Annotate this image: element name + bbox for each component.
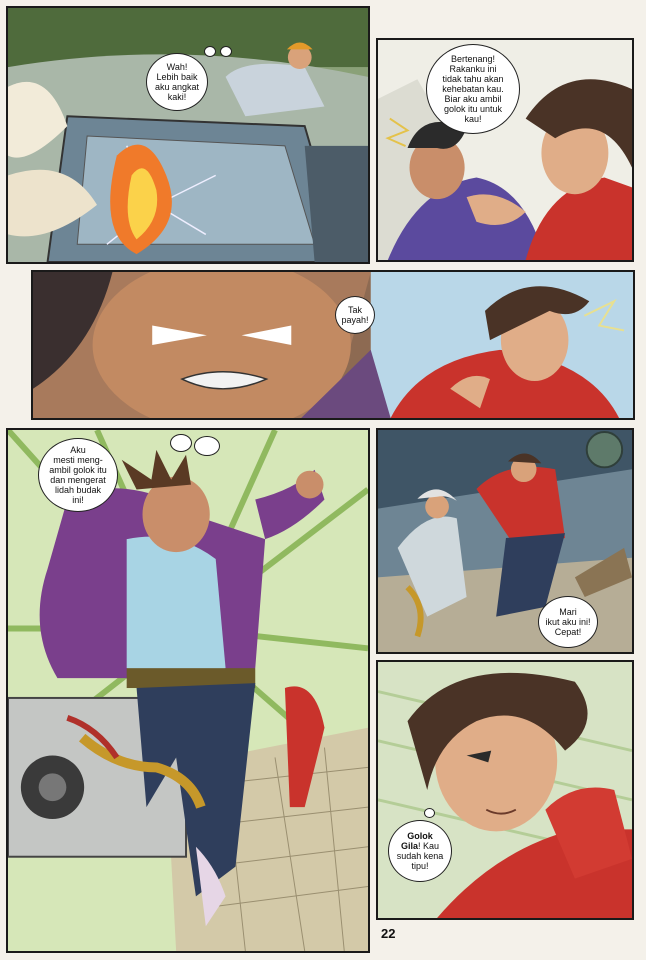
page-number: 22	[381, 926, 396, 941]
panel-5-run	[376, 428, 634, 654]
bubble-emphasis: Golok Gila	[400, 831, 433, 851]
panel-6-realization	[376, 660, 634, 920]
speech-bubble-panel-5: Mari ikut aku ini! Cepat!	[538, 596, 598, 648]
thought-dot	[220, 46, 232, 57]
speech-bubble-panel-4: Aku mesti meng- ambil golok itu dan mengerat lidah budak ini!	[38, 438, 118, 512]
thought-dot	[194, 436, 220, 456]
panel-3-refusal	[31, 270, 635, 420]
bubble-rest: ! Kau sudah kena tipu!	[396, 841, 444, 871]
speech-bubble-panel-6	[388, 820, 452, 882]
panel-3-art	[33, 272, 633, 418]
thought-dot	[424, 808, 435, 818]
thought-dot	[204, 46, 216, 57]
speech-bubble-panel-3: Tak payah!	[335, 296, 375, 334]
speech-bubble-panel-1: Wah! Lebih baik aku angkat kaki!	[146, 53, 208, 111]
panel-1-art	[8, 8, 368, 262]
panel-4-leap	[6, 428, 370, 953]
thought-dot	[170, 434, 192, 452]
panel-1-car-escape	[6, 6, 370, 264]
speech-bubble-panel-2: Bertenang! Rakanku ini tidak tahu akan kehebatan kau. Biar aku ambil golok itu untuk kau!	[426, 44, 520, 134]
panel-2-calming	[376, 38, 634, 262]
